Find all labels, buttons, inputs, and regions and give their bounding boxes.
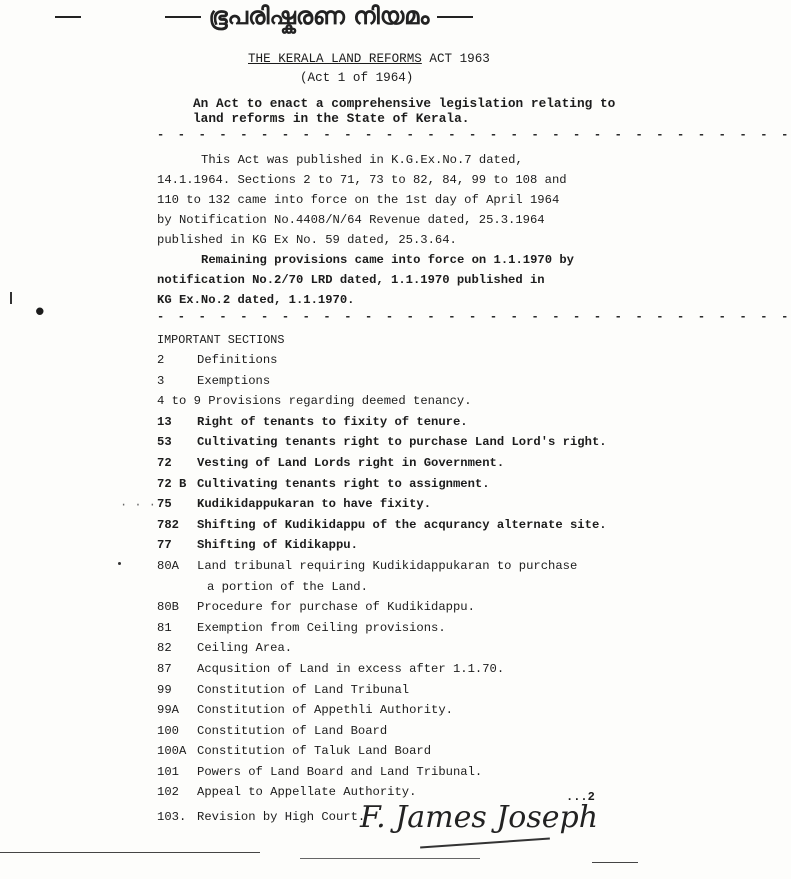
section-text: Constitution of Appethli Authority.	[197, 703, 453, 718]
section-number: 2	[157, 353, 165, 367]
section-row	[157, 659, 607, 680]
section-number: 13	[157, 414, 172, 429]
remaining-line: notification No.2/70 LRD dated, 1.1.1970 published in	[157, 273, 545, 287]
section-number: 103.	[157, 810, 187, 825]
section-text: Definitions	[197, 353, 278, 367]
section-text: Appeal to Appellate Authority.	[197, 785, 417, 800]
dash-rule-top: - - - - - - - - - - - - - - - - - - - - - - - - - - - - - - -	[157, 128, 791, 142]
margin-hole-mark: •	[32, 298, 48, 328]
section-text: Right of tenants to fixity of tenure.	[197, 414, 468, 429]
intro-line-1: An Act to enact a comprehensive legislation relating to	[193, 96, 616, 111]
section-number: 77	[157, 538, 172, 553]
section-number: 53	[157, 435, 172, 450]
section-continuation: a portion of the Land.	[207, 579, 368, 594]
section-row	[157, 680, 607, 701]
section-row	[157, 515, 607, 536]
section-row	[157, 721, 607, 742]
section-row	[157, 432, 607, 453]
sections-heading: IMPORTANT SECTIONS	[157, 333, 285, 347]
section-text: Cultivating tenants right to purchase Land Lord's right.	[197, 435, 607, 450]
dash-rule-bottom: - - - - - - - - - - - - - - - - - - - - - - - - - - - - - - -	[157, 310, 791, 324]
section-number: 72 B	[157, 476, 187, 491]
section-text: Constitution of Land Board	[197, 723, 388, 738]
section-text: Constitution of Taluk Land Board	[197, 744, 432, 759]
section-row	[157, 453, 607, 474]
page-continuation: ...2	[566, 790, 595, 804]
section-number: 81	[157, 620, 172, 635]
section-number: 80A	[157, 558, 179, 573]
bottom-scan-line	[0, 852, 260, 853]
section-number: 4 to 9	[157, 394, 201, 409]
section-number: 72	[157, 455, 172, 470]
section-text: Land tribunal requiring Kudikidappukaran to purchase	[197, 558, 578, 573]
section-text: Procedure for purchase of Kudikidappu.	[197, 600, 475, 615]
publication-line: 14.1.1964. Sections 2 to 71, 73 to 82, 84, 99 to 108 and	[157, 173, 567, 187]
bottom-scan-line	[592, 862, 638, 863]
section-number: 782	[157, 517, 179, 532]
section-number: 99	[157, 682, 172, 697]
section-row	[157, 535, 607, 556]
section-number: 3	[157, 373, 165, 388]
heading-right-dash	[437, 16, 473, 18]
section-row	[157, 700, 607, 721]
section-text: Exemptions	[197, 373, 271, 388]
document-subtitle: (Act 1 of 1964)	[300, 71, 414, 85]
heading-left-dash	[165, 16, 201, 18]
document-title	[248, 52, 490, 66]
section-text: Kudikidappukaran to have fixity.	[197, 497, 432, 512]
intro-text	[193, 96, 615, 126]
section-row	[157, 741, 607, 762]
section-text: Constitution of Land Tribunal	[197, 682, 410, 697]
margin-dot-mark	[118, 562, 121, 565]
section-number: 82	[157, 641, 172, 656]
section-number: 102	[157, 785, 179, 800]
document-title-rest: ACT 1963	[421, 52, 490, 66]
publication-line: This Act was published in K.G.Ex.No.7 dated,	[201, 153, 523, 167]
section-number: 87	[157, 661, 172, 676]
section-text: Acqusition of Land in excess after 1.1.70.	[197, 661, 505, 676]
publication-line: published in KG Ex No. 59 dated, 25.3.64.	[157, 233, 457, 247]
section-text: Exemption from Ceiling provisions.	[197, 620, 446, 635]
section-text: Provisions regarding deemed tenancy.	[208, 394, 472, 409]
section-row	[157, 638, 607, 659]
section-number: 80B	[157, 600, 179, 615]
section-row	[157, 618, 607, 639]
sections-list	[157, 350, 607, 828]
section-row	[157, 762, 607, 783]
section-row	[157, 597, 607, 618]
section-text: Powers of Land Board and Land Tribunal.	[197, 764, 483, 779]
malayalam-heading-text: ഭൂപരിഷ്കരണ നിയമം	[208, 2, 430, 30]
section-row	[157, 494, 607, 515]
intro-line-2: land reforms in the State of Kerala.	[193, 111, 470, 126]
section-row	[157, 474, 607, 495]
section-number: 100A	[157, 744, 187, 759]
publication-line: 110 to 132 came into force on the 1st day of April 1964	[157, 193, 560, 207]
section-row	[157, 412, 607, 433]
section-text: Shifting of Kidikappu.	[197, 538, 358, 553]
section-text: Cultivating tenants right to assignment.	[197, 476, 490, 491]
section-number: 100	[157, 723, 179, 738]
margin-tick-mark	[10, 292, 12, 304]
section-row	[157, 371, 607, 392]
section-text: Vesting of Land Lords right in Government.	[197, 455, 505, 470]
section-row	[157, 350, 607, 371]
remaining-paragraph	[157, 250, 574, 310]
margin-dots-mark: · · ·	[120, 498, 157, 512]
section-row	[157, 391, 607, 412]
remaining-line: KG Ex.No.2 dated, 1.1.1970.	[157, 293, 355, 307]
publication-paragraph	[157, 150, 567, 250]
section-text: Ceiling Area.	[197, 641, 293, 656]
section-number: 75	[157, 497, 172, 512]
section-number: 99A	[157, 703, 179, 718]
section-number: 101	[157, 764, 179, 779]
section-text: Shifting of Kudikidappu of the acqurancy alternate site.	[197, 517, 607, 532]
bottom-scan-line	[300, 858, 480, 859]
remaining-line: Remaining provisions came into force on 1.1.1970 by	[201, 253, 574, 267]
document-title-underlined: THE KERALA LAND REFORMS	[248, 52, 422, 66]
publication-line: by Notification No.4408/N/64 Revenue dated, 25.3.1964	[157, 213, 545, 227]
malayalam-heading	[0, 2, 638, 30]
section-text: Revision by High Court.	[197, 810, 366, 825]
section-row	[157, 556, 607, 577]
handwritten-signature: F. James Joseph	[360, 800, 599, 835]
signature-underline	[420, 837, 550, 848]
